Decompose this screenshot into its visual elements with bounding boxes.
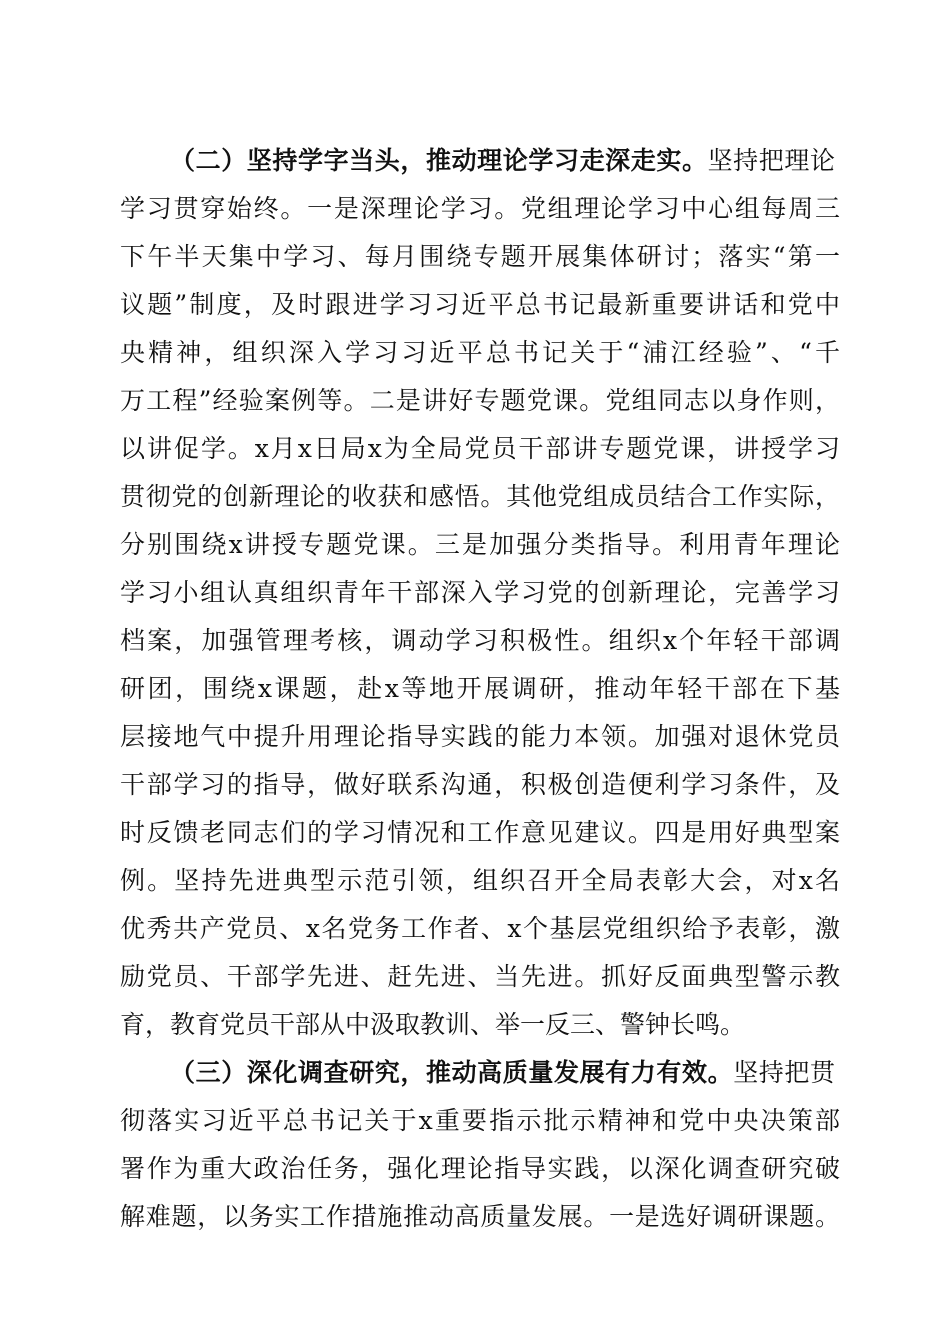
paragraph-2-line-7: 以讲促学。x月x日局x为全局党员干部讲专题党课，讲授学习 <box>120 434 840 463</box>
paragraph-3-heading: （三）深化调查研究，推动高质量发展有力有效。 <box>170 1058 734 1087</box>
paragraph-2-line-8: 贯彻党的创新理论的收获和感悟。其他党组成员结合工作实际， <box>120 482 840 511</box>
paragraph-3-line-2: 彻落实习近平总书记关于x重要指示批示精神和党中央决策部 <box>120 1106 840 1135</box>
paragraph-2-line-15: 时反馈老同志们的学习情况和工作意见建议。四是用好典型案 <box>120 818 840 847</box>
paragraph-2-line-12: 研团，围绕x课题，赴x等地开展调研，推动年轻干部在下基 <box>120 674 840 703</box>
paragraph-2-line-16: 例。坚持先进典型示范引领，组织召开全局表彰大会，对x名 <box>120 866 840 895</box>
paragraph-2-line-5: 央精神，组织深入学习习近平总书记关于“浦江经验”、“千 <box>120 338 840 367</box>
paragraph-2-line-6: 万工程”经验案例等。二是讲好专题党课。党组同志以身作则， <box>120 386 840 415</box>
paragraph-2-line-2: 学习贯穿始终。一是深理论学习。党组理论学习中心组每周三 <box>120 194 840 223</box>
paragraph-2-line-10: 学习小组认真组织青年干部深入学习党的创新理论，完善学习 <box>120 578 840 607</box>
paragraph-3-line-4: 解难题，以务实工作措施推动高质量发展。一是选好调研课题。 <box>120 1202 840 1231</box>
paragraph-2-line-3: 下午半天集中学习、每月围绕专题开展集体研讨；落实“第一 <box>120 242 840 271</box>
paragraph-2-heading: （二）坚持学字当头，推动理论学习走深走实。 <box>170 146 708 175</box>
paragraph-2-line-4: 议题”制度，及时跟进学习习近平总书记最新重要讲话和党中 <box>120 290 840 319</box>
paragraph-2-line-17: 优秀共产党员、x名党务工作者、x个基层党组织给予表彰，激 <box>120 914 840 943</box>
paragraph-2-line-1 <box>170 138 835 184</box>
paragraph-2-line-18: 励党员、干部学先进、赶先进、当先进。抓好反面典型警示教 <box>120 962 840 991</box>
paragraph-3-line-1 <box>170 1050 835 1096</box>
paragraph-2-line-1-rest: 坚持把理论 <box>707 146 835 175</box>
paragraph-2-line-19: 育，教育党员干部从中汲取教训、举一反三、警钟长鸣。 <box>120 1010 746 1039</box>
paragraph-2-line-13: 层接地气中提升用理论指导实践的能力本领。加强对退休党员 <box>120 722 840 751</box>
paragraph-3-line-3: 署作为重大政治任务，强化理论指导实践，以深化调查研究破 <box>120 1154 840 1183</box>
paragraph-2-line-9: 分别围绕x讲授专题党课。三是加强分类指导。利用青年理论 <box>120 530 840 559</box>
paragraph-2-line-11: 档案，加强管理考核，调动学习积极性。组织x个年轻干部调 <box>120 626 840 655</box>
paragraph-2-line-14: 干部学习的指导，做好联系沟通，积极创造便利学习条件，及 <box>120 770 840 799</box>
paragraph-3-line-1-rest: 坚持把贯 <box>733 1058 835 1087</box>
